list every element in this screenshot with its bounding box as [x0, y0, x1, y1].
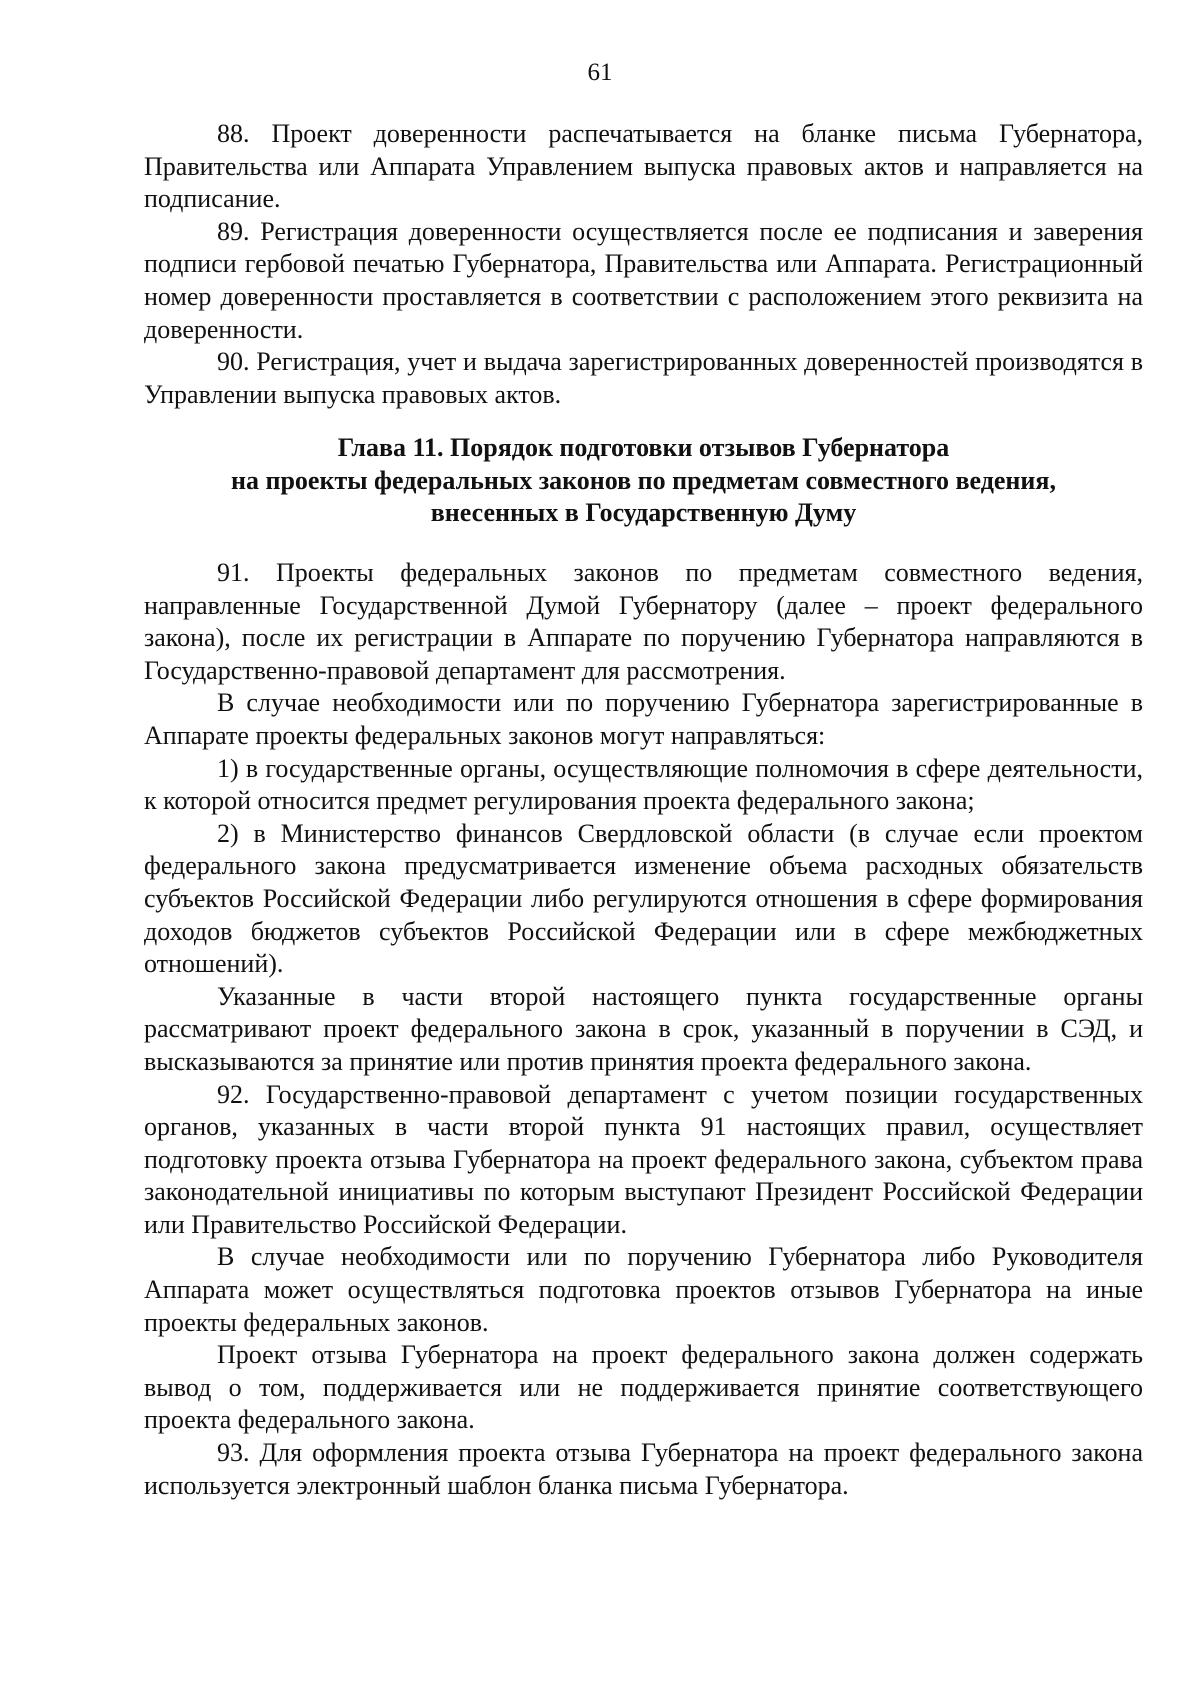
paragraph-91-part-2: В случае необходимости или по поручению Губернатора зарегистрированные в Аппарате проекты федеральных законов могут направляться:	[144, 688, 1143, 750]
chapter-heading-block	[144, 432, 1143, 530]
paragraph-89: 89. Регистрация доверенности осуществляется после ее подписания и заверения подписи гербовой печатью Губернатора, Правительства или Аппарата. Регистрационный номер доверенности проставляется в соответствии с расположением этого реквизита на доверенности.	[144, 216, 1143, 344]
chapter-heading-line-3: внесенных в Государственную Думу	[430, 498, 857, 528]
page-number: 61	[587, 59, 613, 86]
chapter-heading-line-2: на проекты федеральных законов по предметам совместного ведения,	[231, 465, 1056, 495]
paragraph-91: 91. Проекты федеральных законов по предметам совместного ведения, направленные Государственной Думой Губернатору (далее – проект федерального закона), после их регистрации в Аппарате по поручению Губернатора направляются в Государственно-правовой департамент для рассмотрения.	[144, 558, 1143, 685]
paragraph-88: 88. Проект доверенности распечатывается на бланке письма Губернатора, Правительства или Аппарата Управлением выпуска правовых актов и направляется на подписание.	[144, 119, 1143, 214]
paragraph-92-part-2: В случае необходимости или по поручению Губернатора либо Руководителя Аппарата может осуществляться подготовка проектов отзывов Губернатора на иные проекты федеральных законов.	[144, 1242, 1143, 1337]
chapter-heading-line-1: Глава 11. Порядок подготовки отзывов Губернатора	[337, 433, 950, 462]
list-item-1: 1) в государственные органы, осуществляющие полномочия в сфере деятельности, к которой относится предмет регулирования проекта федерального закона;	[144, 753, 1143, 816]
paragraph-92: 92. Государственно-правовой департамент с учетом позиции государственных органов, указанных в части второй пункта 91 настоящих правил, осуществляет подготовку проекта отзыва Губернатора на проект федерального закона, субъектом права законодательной инициативы по которым выступают Президент Российской Федерации или Правительство Российской Федерации.	[144, 1079, 1143, 1239]
top-text-block	[144, 118, 1143, 411]
paragraph-91-part-3: Указанные в части второй настоящего пункта государственные органы рассматривают проект федерального закона в срок, указанный в поручении в СЭД, и высказываются за принятие или против принятия проекта федерального закона.	[144, 981, 1143, 1076]
paragraph-92-part-3: Проект отзыва Губернатора на проект федерального закона должен содержать вывод о том, поддерживается или не поддерживается принятие соответствующего проекта федерального закона.	[144, 1340, 1143, 1435]
list-item-2: 2) в Министерство финансов Свердловской области (в случае если проектом федерального закона предусматривается изменение объема расходных обязательств субъектов Российской Федерации либо регулируются отношения в сфере формирования доходов бюджетов субъектов Российской Федерации или в сфере межбюджетных отношений).	[144, 818, 1143, 979]
paragraph-93: 93. Для оформления проекта отзыва Губернатора на проект федерального закона используется электронный шаблон бланка письма Губернатора.	[144, 1438, 1143, 1500]
chapter-body-block	[144, 557, 1143, 1502]
paragraph-90: 90. Регистрация, учет и выдача зарегистрированных доверенностей производятся в Управлении выпуска правовых актов.	[144, 347, 1143, 409]
chapter-heading	[144, 432, 1143, 530]
